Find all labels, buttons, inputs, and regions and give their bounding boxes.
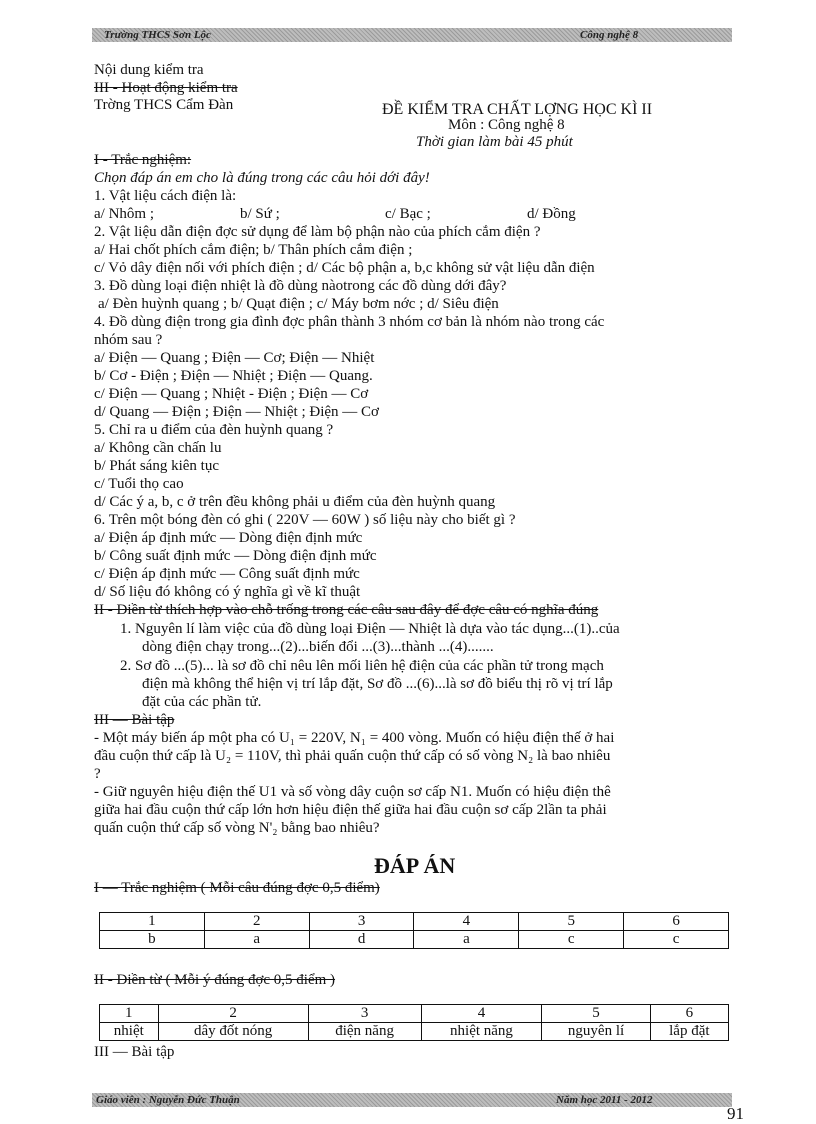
- answer-table-2: [99, 1004, 729, 1041]
- fill-item-2-line3: đặt của các phần tử.: [142, 694, 262, 710]
- q5-option-d: d/ Các ý a, b, c ở trên đều không phải u điểm của đèn huỳnh quang: [94, 494, 496, 510]
- table-cell: c: [624, 931, 729, 949]
- table-row: [100, 931, 729, 949]
- table-cell: lắp đặt: [650, 1023, 728, 1041]
- q5-option-b: b/ Phát sáng kiên tục: [94, 458, 219, 474]
- q6-option-d: d/ Số liệu đó không có ý nghĩa gì về kĩ thuật: [94, 584, 361, 600]
- exam-time: Thời gian làm bài 45 phút: [416, 134, 573, 150]
- q1-option-a: a/ Nhôm ;: [94, 206, 154, 222]
- table-cell: 3: [309, 913, 414, 931]
- page-footer: [92, 1093, 732, 1107]
- q4-option-b: b/ Cơ - Điện ; Điện — Nhiệt ; Điện — Quang.: [94, 368, 373, 384]
- exam-subject: Môn : Công nghệ 8: [448, 117, 565, 133]
- q4-option-c: c/ Điện — Quang ; Nhiệt - Điện ; Điện — Cơ: [94, 386, 369, 402]
- answers-title: ĐÁP ÁN: [374, 853, 456, 878]
- table-cell: 6: [624, 913, 729, 931]
- table-cell: 1: [100, 913, 205, 931]
- problem-1-line3: ?: [94, 766, 101, 782]
- table-cell: a: [204, 931, 309, 949]
- question-2: 2. Vật liệu dẫn điện đợc sử dụng để làm bộ phận nào của phích cắm điện ?: [94, 224, 541, 240]
- answer-table-1: [99, 912, 729, 949]
- part3-heading: III — Bài tập: [94, 712, 175, 728]
- school-name: Trờng THCS Cẩm Đàn: [94, 97, 234, 113]
- table-cell: 4: [421, 1005, 542, 1023]
- part2-heading: II - Điền từ thích hợp vào chỗ trống trong các câu sau đây để đợc câu có nghĩa đúng: [94, 602, 599, 618]
- fill-item-1-line2: dòng điện chạy trong...(2)...biến đổi ...(3)...thành ...(4).......: [142, 639, 494, 655]
- q5-option-a: a/ Không cần chấn lu: [94, 440, 222, 456]
- table-cell: 3: [308, 1005, 421, 1023]
- table-cell: nhiệt: [100, 1023, 159, 1041]
- page-header: [92, 28, 732, 42]
- question-5: 5. Chỉ ra u điểm của đèn huỳnh quang ?: [94, 422, 334, 438]
- question-4: 4. Đồ dùng điện trong gia đình đợc phân thành 3 nhóm cơ bản là nhóm nào trong các: [94, 314, 605, 330]
- table-row: [100, 1023, 729, 1041]
- table-cell: 5: [542, 1005, 650, 1023]
- q2-options-ab: a/ Hai chốt phích cắm điện; b/ Thân phích cắm điện ;: [94, 242, 413, 258]
- q4-option-d: d/ Quang — Điện ; Điện — Nhiệt ; Điện — Cơ: [94, 404, 379, 420]
- header-school: Trường THCS Sơn Lộc: [104, 29, 211, 41]
- q2-options-cd: c/ Vỏ dây điện nối với phích điện ; d/ Các bộ phận a, b,c không sử vật liệu dẫn điện: [94, 260, 595, 276]
- table-cell: nguyên lí: [542, 1023, 650, 1041]
- problem-2-line1: - Giữ nguyên hiệu điện thế U1 và số vòng dây cuộn sơ cấp N1. Muốn có hiệu điện thê: [94, 784, 611, 800]
- q1-option-d: d/ Đồng: [527, 206, 576, 222]
- q1-option-b: b/ Sứ ;: [240, 206, 280, 222]
- activity-line: III - Hoạt động kiểm tra: [94, 80, 238, 96]
- problem-1-line2: đầu cuộn thứ cấp là U₂ = 110V, thì phải quấn cuộn thứ cấp có số vòng N₂ là bao nhiêu: [94, 748, 611, 764]
- table-cell: d: [309, 931, 414, 949]
- table-cell: 5: [519, 913, 624, 931]
- table-cell: c: [519, 931, 624, 949]
- table-header-row: [100, 1005, 729, 1023]
- table-cell: 2: [158, 1005, 308, 1023]
- question-4-cont: nhóm sau ?: [94, 332, 163, 348]
- footer-teacher: Giáo viên : Nguyễn Đức Thuận: [96, 1094, 240, 1106]
- question-6: 6. Trên một bóng đèn có ghi ( 220V — 60W ) số liệu này cho biết gì ?: [94, 512, 516, 528]
- table-cell: 1: [100, 1005, 159, 1023]
- table-cell: 2: [204, 913, 309, 931]
- exam-title: ĐỀ KIỂM TRA CHẤT LỢNG HỌC KÌ II: [382, 101, 653, 118]
- content-line: Nội dung kiểm tra: [94, 62, 204, 78]
- table-cell: nhiệt năng: [421, 1023, 542, 1041]
- q6-option-c: c/ Điện áp định mức — Công suất định mức: [94, 566, 360, 582]
- problem-1-line1: - Một máy biến áp một pha có U₁ = 220V, N₁ = 400 vòng. Muốn có hiệu điện thế ở hai: [94, 730, 615, 746]
- answers-part1-heading: I — Trắc nghiệm ( Mỗi câu đúng đợc 0,5 điểm): [94, 880, 380, 896]
- answers-part2-heading: II - Điền từ ( Mỗi ý đúng đợc 0,5 điểm ): [94, 972, 336, 988]
- fill-item-1-line1: 1. Nguyên lí làm việc của đồ dùng loại Điện — Nhiệt là dựa vào tác dụng...(1)..của: [120, 621, 620, 637]
- problem-2-line2: giữa hai đầu cuộn thứ cấp lớn hơn hiệu điện thế giữa hai đầu cuộn sơ cấp 2lần ta phải: [94, 802, 607, 818]
- fill-item-2-line1: 2. Sơ đồ ...(5)... là sơ đồ chỉ nêu lên mối liên hệ điện của các phần tử trong mạch: [120, 658, 604, 674]
- header-subject: Công nghệ 8: [580, 29, 639, 41]
- table-cell: 4: [414, 913, 519, 931]
- q4-option-a: a/ Điện — Quang ; Điện — Cơ; Điện — Nhiệt: [94, 350, 375, 366]
- q3-options: a/ Đèn huỳnh quang ; b/ Quạt điện ; c/ Máy bơm nớc ; d/ Siêu điện: [98, 296, 499, 312]
- q5-option-c: c/ Tuổi thọ cao: [94, 476, 184, 492]
- q6-option-b: b/ Công suất định mức — Dòng điện định mức: [94, 548, 377, 564]
- answers-part3-heading: III — Bài tập: [94, 1044, 175, 1060]
- part1-heading: I - Trắc nghiệm:: [94, 152, 192, 168]
- question-3: 3. Đồ dùng loại điện nhiệt là đồ dùng nàotrong các đồ dùng dới đây?: [94, 278, 507, 294]
- table-cell: b: [100, 931, 205, 949]
- footer-school-year: Năm học 2011 - 2012: [556, 1094, 653, 1106]
- table-header-row: [100, 913, 729, 931]
- table-cell: a: [414, 931, 519, 949]
- table-cell: 6: [650, 1005, 728, 1023]
- question-1: 1. Vật liệu cách điện là:: [94, 188, 237, 204]
- part1-instruction: Chọn đáp án em cho là đúng trong các câu hỏi dới đây!: [94, 170, 430, 186]
- q1-option-c: c/ Bạc ;: [385, 206, 431, 222]
- table-cell: dây đốt nóng: [158, 1023, 308, 1041]
- table-cell: điện năng: [308, 1023, 421, 1041]
- fill-item-2-line2: điện mà không thể hiện vị trí lắp đặt, Sơ đồ ...(6)...là sơ đồ biểu thị rõ vị trí lắp: [142, 676, 613, 692]
- problem-2-line3: quấn cuộn thứ cấp số vòng N'₂ bằng bao nhiêu?: [94, 820, 380, 836]
- page-number: 91: [727, 1104, 744, 1123]
- q6-option-a: a/ Điện áp định mức — Dòng điện định mức: [94, 530, 363, 546]
